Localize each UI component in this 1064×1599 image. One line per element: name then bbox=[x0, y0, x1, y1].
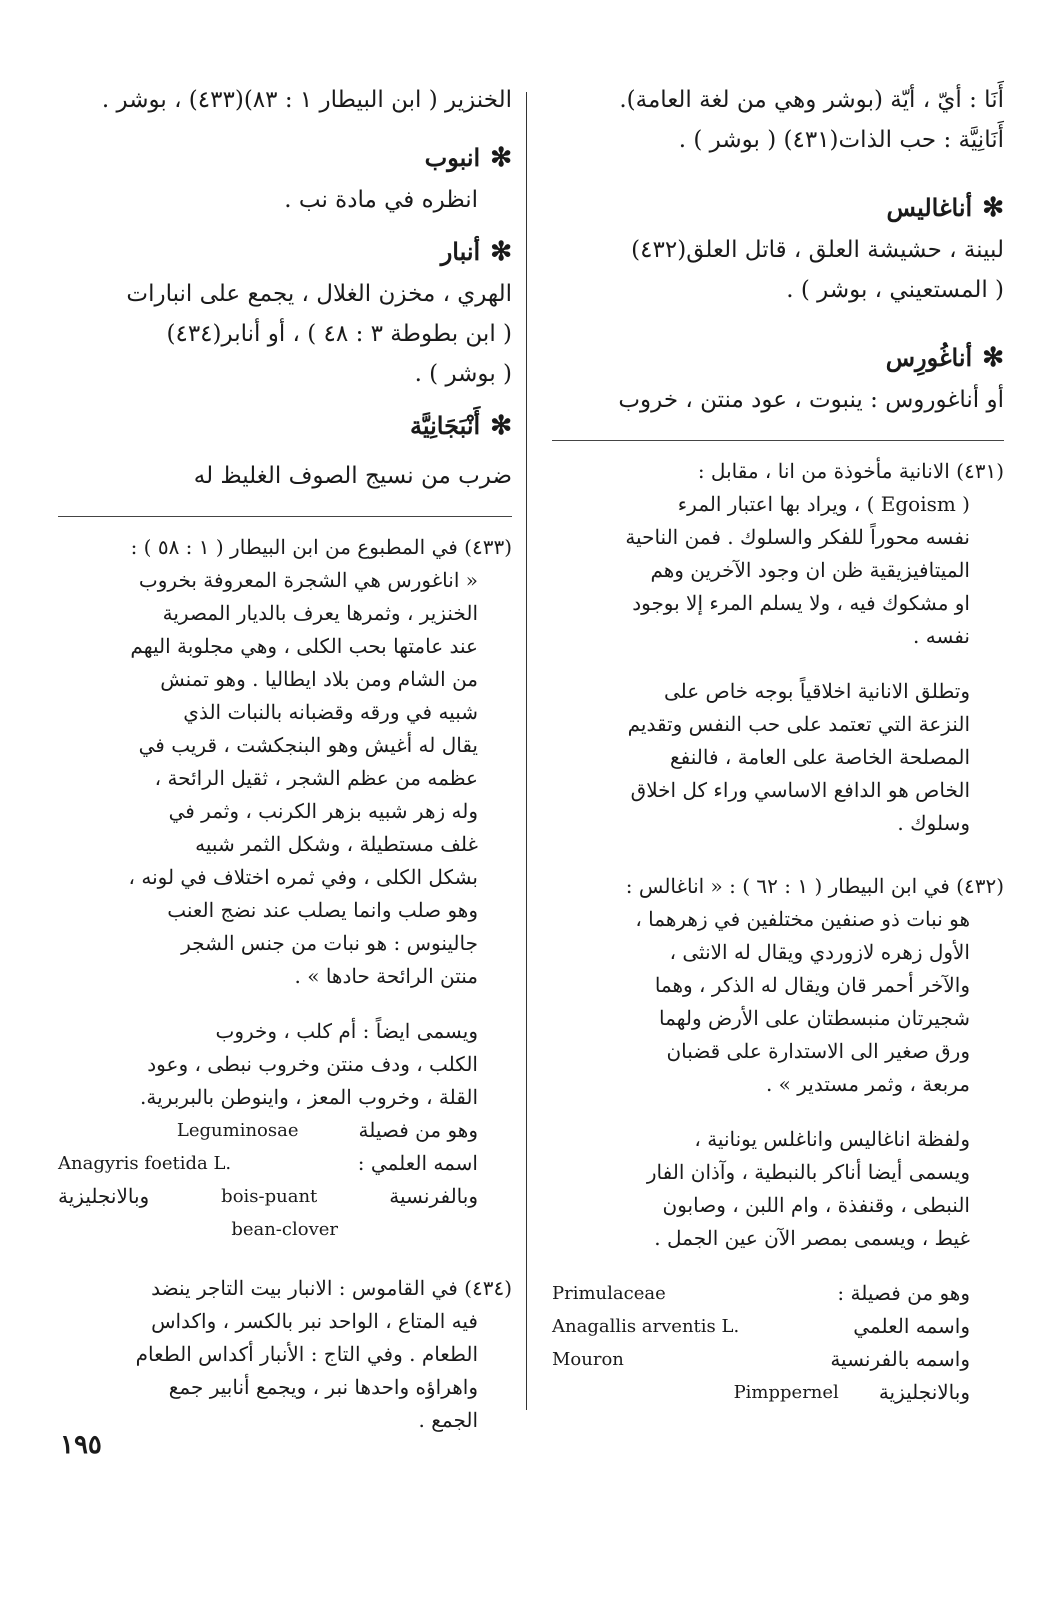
right-column bbox=[552, 80, 1004, 1409]
entry-line: ( المستعيني ، بوشر ) . bbox=[786, 277, 1004, 303]
latin-name: Primulaceae bbox=[552, 1283, 666, 1304]
footnote-line: ولفظة اناغاليس واناغلس يونانية ، bbox=[694, 1127, 970, 1151]
footnote-line: عظمه من عظم الشجر ، ثقيل الرائحة ، bbox=[154, 766, 478, 790]
footnote-line: غلف مستطيلة ، وشكل الثمر شبيه bbox=[195, 832, 478, 856]
footnote-line: شبيه في ورقه وقضبانه بالنبات الذي bbox=[183, 700, 478, 724]
footnote-line: شجيرتان منبسطتان على الأرض ولهما bbox=[658, 1006, 970, 1030]
footnote-divider bbox=[58, 516, 512, 517]
intro-line-2: أَنَانِيَّة : حب الذات(٤٣١) ( بوشر ) . bbox=[678, 127, 1004, 153]
footnote-line: غيط ، ويسمى بمصر الآن عين الجمل . bbox=[654, 1226, 970, 1250]
footnote-line: ويسمى ايضاً : أم كلب ، وخروب bbox=[215, 1019, 478, 1043]
footnote-divider bbox=[552, 440, 1004, 441]
entry-heading bbox=[58, 136, 512, 180]
entry-line: لبينة ، حشيشة العلق ، قاتل العلق(٤٣٢) bbox=[631, 237, 1004, 263]
footnote-line: الجمع . bbox=[418, 1408, 478, 1432]
footnote-line: الكلب ، ودف منتن وخروب نبطى ، وعود bbox=[147, 1052, 478, 1076]
continuation-line: الخنزير ( ابن البيطار ١ : ٨٣)(٤٣٣) ، بوشر . bbox=[101, 87, 512, 113]
column-divider bbox=[526, 92, 527, 1410]
entry-line: الهري ، مخزن الغلال ، يجمع على انبارات bbox=[126, 281, 512, 307]
arabic-label: وبالانجليزية bbox=[878, 1380, 970, 1404]
asterisk-icon: ✻ bbox=[490, 237, 512, 267]
footnote-line: نفسه . bbox=[913, 624, 970, 648]
entry-line: ( بوشر ) . bbox=[414, 361, 512, 387]
entry-heading bbox=[58, 230, 512, 274]
footnote-line: فيه المتاع ، الواحد نبر بالكسر ، واكداس bbox=[151, 1309, 478, 1333]
footnote-433-paragraph bbox=[58, 1015, 512, 1114]
entry-heading bbox=[552, 186, 1004, 230]
entry-line: انظره في مادة نب . bbox=[284, 187, 478, 213]
footnote-line: (٤٣٤) في القاموس : الانبار بيت التاجر ينضد bbox=[151, 1276, 512, 1300]
footnote-line: الميتافيزيقية ظن ان وجود الآخرين وهم bbox=[650, 558, 970, 582]
latin-name: bean-clover bbox=[231, 1219, 338, 1240]
footnote-line: (٤٣٣) في المطبوع من ابن البيطار ( ١ : ٥٨ ) : bbox=[130, 535, 512, 559]
page-number: ١٩٥ bbox=[60, 1430, 102, 1460]
arabic-label: اسمه العلمي : bbox=[357, 1151, 478, 1175]
footnote-432-latin-names bbox=[552, 1277, 970, 1409]
latin-row bbox=[58, 1147, 478, 1180]
footnote-line: او مشكوك فيه ، ولا يسلم المرء إلا بوجود bbox=[632, 591, 970, 615]
footnote-line: منتن الرائحة حادها » . bbox=[294, 964, 478, 988]
footnote-line: وسلوك . bbox=[897, 811, 970, 835]
asterisk-icon: ✻ bbox=[982, 193, 1004, 223]
footnote-line: وهو صلب وانما يصلب عند نضج العنب bbox=[167, 898, 478, 922]
asterisk-icon: ✻ bbox=[490, 143, 512, 173]
footnote-line: يقال له أغيش وهو البنجكشت ، قريب في bbox=[138, 733, 478, 757]
footnote-line: « اناغورس هي الشجرة المعروفة بخروب bbox=[138, 568, 478, 592]
entry-heading-text: انبوب bbox=[424, 143, 481, 172]
footnote-line: نفسه محوراً للفكر والسلوك . فمن الناحية bbox=[625, 525, 970, 549]
latin-name: Leguminosae bbox=[176, 1120, 299, 1141]
latin-row bbox=[552, 1277, 970, 1310]
asterisk-icon: ✻ bbox=[982, 343, 1004, 373]
footnote-line: ويسمى أيضا أناكر بالنبطية ، وآذان الفار bbox=[646, 1160, 970, 1184]
arabic-label: واسمه العلمي bbox=[853, 1314, 970, 1338]
arabic-label: وهو من فصيلة : bbox=[837, 1281, 970, 1305]
latin-name: Pimppernel bbox=[733, 1382, 839, 1403]
footnote-432-paragraph bbox=[552, 1123, 1004, 1255]
entry-heading bbox=[58, 404, 512, 448]
footnote-431 bbox=[552, 455, 1004, 653]
footnote-433-latin-names bbox=[58, 1114, 478, 1246]
latin-name: bois-puant bbox=[221, 1186, 318, 1207]
footnote-line: النزعة التي تعتمد على حب النفس وتقديم bbox=[627, 712, 970, 736]
arabic-label: وبالانجليزية bbox=[58, 1184, 150, 1208]
entry-line: أو أناغوروس : ينبوت ، عود منتن ، خروب bbox=[618, 387, 1004, 413]
footnote-line: من الشام ومن بلاد ايطاليا . وهو تمنش bbox=[160, 667, 478, 691]
footnote-line: وله زهر شبيه بزهر الكرنب ، وثمر في bbox=[168, 799, 478, 823]
entry-heading-text: أناغاليس bbox=[886, 193, 973, 222]
footnote-432 bbox=[552, 870, 1004, 1101]
arabic-label: وهو من فصيلة bbox=[358, 1118, 478, 1142]
arabic-label: وبالفرنسية bbox=[389, 1184, 478, 1208]
latin-row bbox=[552, 1310, 970, 1343]
latin-row bbox=[552, 1376, 970, 1409]
footnote-line: والآخر أحمر قان ويقال له الذكر ، وهما bbox=[654, 973, 970, 997]
footnote-line: واهراؤه واحدها نبر ، ويجمع أنابير جمع bbox=[168, 1375, 478, 1399]
footnote-line: هو نبات ذو صنفين مختلفين في زهرهما ، bbox=[635, 907, 970, 931]
latin-row bbox=[58, 1180, 478, 1213]
footnote-line: ورق صغير الى الاستدارة على قضبان bbox=[666, 1039, 970, 1063]
footnote-line: مربعة ، وثمر مستدير » . bbox=[765, 1072, 970, 1096]
entry-heading-text: أَنْبَجَانِيَّة bbox=[410, 411, 481, 440]
latin-name: Anagyris foetida L. bbox=[58, 1153, 232, 1174]
latin-name: Anagallis arventis L. bbox=[552, 1316, 740, 1337]
footnote-line: عند عامتها بحب الكلى ، وهي مجلوبة اليهم bbox=[130, 634, 478, 658]
footnote-line: جالينوس : هو نبات من جنس الشجر bbox=[181, 931, 478, 955]
latin-row bbox=[552, 1343, 970, 1376]
entry-heading-text: أناغُورِس bbox=[885, 343, 973, 372]
footnote-line: الأول زهره لازوردي ويقال له الانثى ، bbox=[669, 940, 970, 964]
entry-line: ضرب من نسيج الصوف الغليظ له bbox=[193, 463, 512, 489]
left-column bbox=[58, 80, 512, 1437]
footnote-433 bbox=[58, 531, 512, 993]
asterisk-icon: ✻ bbox=[490, 411, 512, 441]
footnote-431-paragraph bbox=[552, 675, 1004, 840]
latin-row bbox=[58, 1213, 338, 1246]
footnote-line: (٤٣١) الانانية مأخوذة من انا ، مقابل : bbox=[697, 459, 1004, 483]
entry-line: ( ابن بطوطة ٣ : ٤٨ ) ، أو أنابر(٤٣٤) bbox=[166, 321, 512, 347]
footnote-line: النبطى ، وقنفذة ، وام اللبن ، وصابون bbox=[662, 1193, 970, 1217]
entry-heading bbox=[552, 336, 1004, 380]
footnote-line: الخاص هو الدافع الاساسي وراء كل اخلاق bbox=[630, 778, 970, 802]
latin-row bbox=[58, 1114, 478, 1147]
footnote-line: المصلحة الخاصة على العامة ، فالنفع bbox=[669, 745, 970, 769]
footnote-line: وتطلق الانانية اخلاقياً بوجه خاص على bbox=[663, 679, 970, 703]
footnote-line: القلة ، وخروب المعز ، واينوطن بالبربرية. bbox=[140, 1085, 478, 1109]
entry-heading-text: أنبار bbox=[440, 237, 481, 266]
intro-line-1: أَنَا : أيّ ، أيّة (بوشر وهي من لغة العامة). bbox=[619, 87, 1004, 113]
footnote-line: ( Egoism ) ، ويراد بها اعتبار المرء bbox=[677, 492, 970, 516]
arabic-label: واسمه بالفرنسية bbox=[830, 1347, 970, 1371]
latin-name: Mouron bbox=[552, 1349, 624, 1370]
footnote-line: الطعام . وفي التاج : الأنبار أكداس الطعام bbox=[135, 1342, 478, 1366]
footnote-line: الخنزير ، وثمرها يعرف بالديار المصرية bbox=[162, 601, 478, 625]
footnote-line: (٤٣٢) في ابن البيطار ( ١ : ٦٢ ) : « اناغالس : bbox=[625, 874, 1004, 898]
footnote-434 bbox=[58, 1272, 512, 1437]
footnote-line: بشكل الكلى ، وفي ثمره اختلاف في لونه ، bbox=[128, 865, 478, 889]
